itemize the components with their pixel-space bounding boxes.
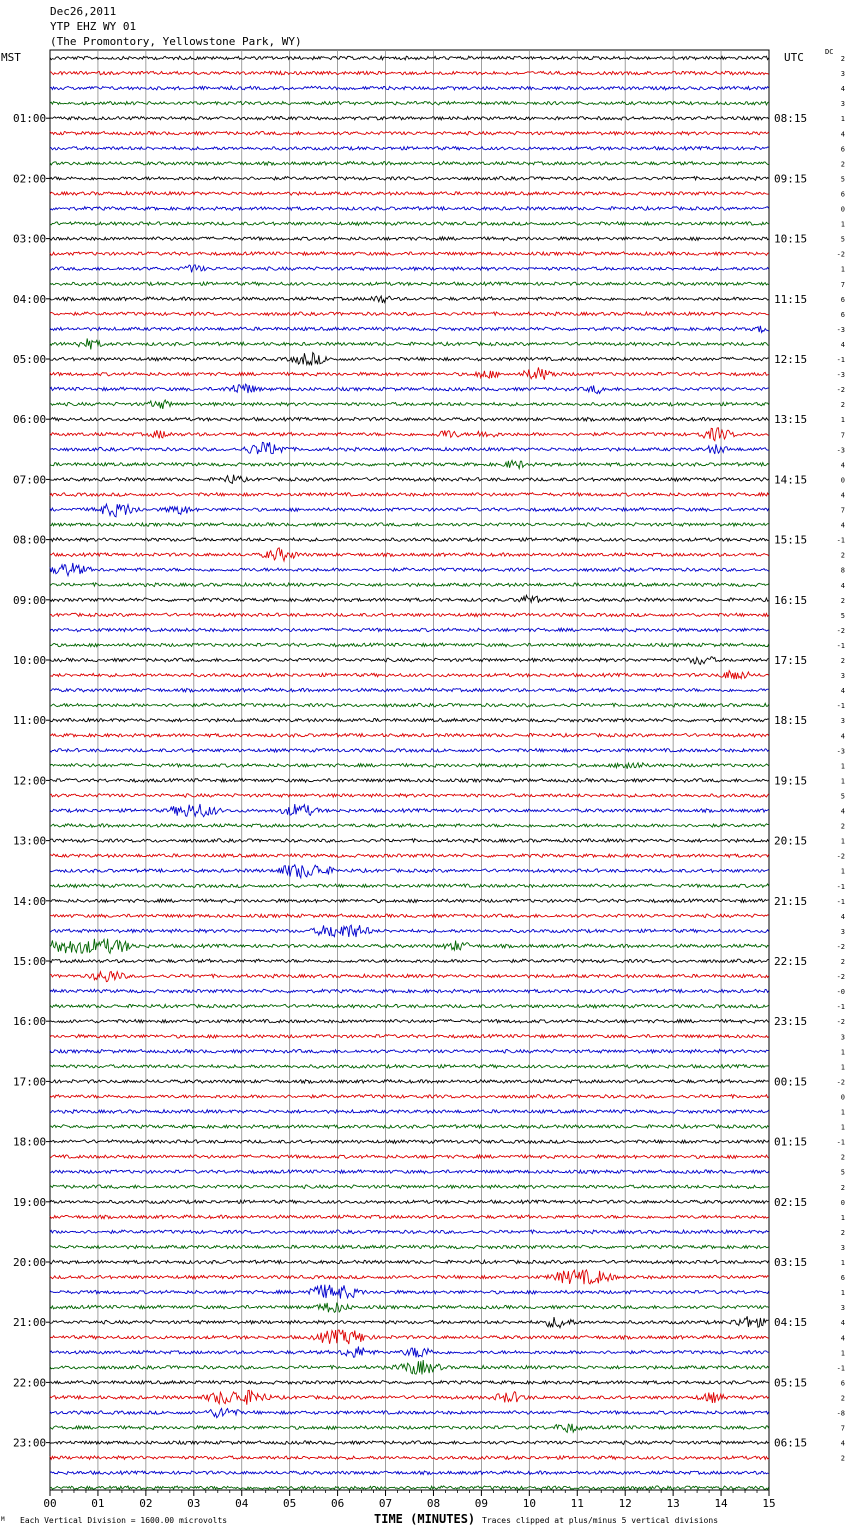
dc-offset-value: 4 <box>840 1439 845 1448</box>
seismic-trace <box>50 101 769 105</box>
seismic-trace <box>50 1215 769 1219</box>
x-tick-label: 05 <box>283 1497 297 1510</box>
hour-label-mst: 13:00 <box>13 834 47 848</box>
dc-offset-value: 1 <box>840 115 845 124</box>
hour-label-mst: 23:00 <box>13 1436 47 1450</box>
seismic-trace <box>50 326 769 333</box>
seismic-trace <box>50 1441 769 1445</box>
dc-offset-value: 1 <box>840 1349 845 1358</box>
x-tick-label: 00 <box>43 1497 57 1510</box>
dc-offset-value: -3 <box>836 747 845 756</box>
seismic-trace <box>50 147 769 151</box>
dc-offset-value: 1 <box>840 762 845 771</box>
seismic-trace <box>50 460 769 468</box>
seismic-trace <box>50 1270 769 1284</box>
dc-offset-value: 4 <box>840 85 845 94</box>
seismic-trace <box>50 265 769 273</box>
seismic-trace <box>50 1050 769 1054</box>
dc-offset-value: 8 <box>840 566 845 575</box>
dc-offset-value: -2 <box>836 250 845 259</box>
seismic-trace <box>50 899 769 903</box>
x-tick-label: 06 <box>330 1497 345 1510</box>
x-tick-label: 11 <box>570 1497 584 1510</box>
seismic-trace <box>50 475 769 484</box>
clip-note: Traces clipped at plus/minus 5 vertical divisions <box>482 1516 719 1525</box>
dc-offset-value: -1 <box>836 1003 845 1012</box>
dc-offset-value: -2 <box>836 626 845 635</box>
seismic-trace <box>50 884 769 888</box>
hour-label-mst: 07:00 <box>13 473 47 487</box>
dc-offset-value: 1 <box>840 1048 845 1057</box>
dc-offset-value: 6 <box>840 310 845 319</box>
hour-label-utc: 11:15 <box>774 292 808 306</box>
hour-label-utc: 03:15 <box>774 1256 808 1269</box>
seismic-trace <box>50 538 769 542</box>
seismic-trace <box>50 925 769 937</box>
seismic-trace <box>50 688 769 692</box>
dc-offset-value: 5 <box>840 235 845 244</box>
seismic-trace <box>50 854 769 858</box>
hour-label-mst: 16:00 <box>13 1015 47 1029</box>
hour-label-mst: 01:00 <box>13 112 47 126</box>
seismic-trace <box>50 1200 769 1204</box>
seismic-trace <box>50 177 769 181</box>
hour-label-utc: 16:15 <box>774 593 808 607</box>
dc-offset-value: -2 <box>836 1018 845 1027</box>
seismic-trace <box>50 671 769 680</box>
seismic-trace <box>50 548 769 561</box>
seismic-trace <box>50 192 769 196</box>
seismic-trace <box>50 1424 769 1433</box>
hour-label-utc: 20:15 <box>774 834 808 848</box>
seismic-trace <box>50 914 769 918</box>
station-location: (The Promontory, Yellowstone Park, WY) <box>50 35 302 48</box>
x-axis-title: TIME (MINUTES) <box>374 1512 476 1526</box>
seismic-trace <box>50 237 769 241</box>
dc-offset-value: 7 <box>840 431 845 440</box>
x-tick-label: 09 <box>474 1497 489 1510</box>
dc-offset-value: 4 <box>840 732 845 741</box>
seismic-trace <box>50 595 769 602</box>
dc-offset-value: 1 <box>840 416 845 425</box>
dc-offset-value: 2 <box>840 55 845 63</box>
dc-offset-value: 3 <box>840 1033 845 1042</box>
seismic-trace <box>50 131 769 135</box>
dc-offset-value: 1 <box>840 777 845 786</box>
x-tick-label: 02 <box>139 1497 153 1510</box>
dc-offset-value: 0 <box>840 1198 845 1207</box>
seismic-trace <box>50 959 769 963</box>
dc-offset-value: 2 <box>840 401 845 410</box>
dc-offset-value: 1 <box>840 837 845 846</box>
seismic-trace <box>50 1381 769 1385</box>
hour-label-utc: 21:15 <box>774 894 808 908</box>
seismic-trace <box>50 282 769 286</box>
seismic-trace <box>50 1095 769 1099</box>
seismic-trace <box>50 86 769 90</box>
seismic-trace <box>50 1185 769 1189</box>
hour-label-mst: 08:00 <box>13 533 47 547</box>
dc-offset-value: 4 <box>840 340 845 349</box>
dc-offset-value: 0 <box>840 476 845 485</box>
x-tick-label: 14 <box>714 1497 728 1510</box>
dc-offset-value: -1 <box>836 1364 845 1373</box>
seismic-trace <box>50 1170 769 1174</box>
seismic-trace <box>50 442 769 454</box>
hour-label-mst: 04:00 <box>13 292 47 306</box>
hour-label-utc: 09:15 <box>774 172 808 186</box>
seismic-trace <box>50 1004 769 1008</box>
dc-offset-value: 3 <box>840 672 845 681</box>
hour-label-mst: 09:00 <box>13 593 47 607</box>
dc-offset-value: 5 <box>840 792 845 801</box>
seismic-trace <box>50 1230 769 1234</box>
hour-label-mst: 17:00 <box>13 1075 47 1089</box>
x-tick-label: 10 <box>522 1497 536 1510</box>
seismic-trace <box>50 493 769 497</box>
hour-label-utc: 18:15 <box>774 714 808 728</box>
dc-offset-value: 7 <box>840 506 845 515</box>
seismic-trace <box>50 718 769 722</box>
seismic-trace <box>50 628 769 632</box>
dc-offset-value: 4 <box>840 687 845 696</box>
hour-label-mst: 21:00 <box>13 1316 47 1330</box>
dc-offset-value: -1 <box>836 882 845 891</box>
seismic-trace <box>50 367 769 379</box>
dc-offset-value: 4 <box>840 807 845 816</box>
dc-offset-value: 3 <box>840 1304 845 1313</box>
dc-offset-value: 3 <box>840 717 845 726</box>
dc-offset-value: 4 <box>840 581 845 590</box>
hour-label-utc: 12:15 <box>774 353 808 366</box>
seismic-trace <box>50 1260 769 1264</box>
dc-offset-value: 7 <box>840 280 845 289</box>
x-tick-label: 12 <box>618 1497 632 1510</box>
seismic-trace <box>50 207 769 211</box>
seismic-trace <box>50 1065 769 1069</box>
seismic-trace <box>50 56 769 60</box>
seismic-trace <box>50 643 769 647</box>
dc-offset-value: 2 <box>840 822 845 831</box>
dc-offset-value: -2 <box>836 973 845 982</box>
hour-label-mst: 20:00 <box>13 1256 47 1269</box>
dc-offset-value: 1 <box>840 1259 845 1267</box>
seismic-trace <box>50 222 769 226</box>
seismic-trace <box>50 162 769 166</box>
x-tick-label: 08 <box>426 1497 441 1510</box>
dc-offset-value: -1 <box>836 1138 845 1147</box>
dc-offset-value: -2 <box>836 1078 845 1087</box>
dc-offset-value: -1 <box>836 702 845 711</box>
seismic-trace <box>50 1330 769 1344</box>
dc-offset-value: 5 <box>840 611 845 620</box>
seismic-trace <box>50 1245 769 1249</box>
seismic-trace <box>50 939 769 954</box>
seismic-trace <box>50 1303 769 1313</box>
dc-offset-value: 2 <box>840 1153 845 1162</box>
hour-label-utc: 04:15 <box>774 1316 808 1330</box>
dc-offset-value: 3 <box>840 1243 845 1252</box>
seismic-trace <box>50 749 769 753</box>
dc-offset-value: 2 <box>840 551 845 560</box>
dc-offset-value: 1 <box>840 1063 845 1072</box>
x-tick-label: 07 <box>378 1497 393 1510</box>
dc-offset-value: -1 <box>836 641 845 650</box>
x-tick-label: 03 <box>187 1497 201 1510</box>
hour-label-utc: 19:15 <box>774 774 808 788</box>
dc-offset-value: 1 <box>840 1123 845 1132</box>
seismic-trace <box>50 563 769 576</box>
hour-label-utc: 06:15 <box>774 1436 808 1450</box>
x-tick-label: 15 <box>762 1497 776 1510</box>
hour-label-mst: 06:00 <box>13 413 47 427</box>
hour-label-utc: 02:15 <box>774 1195 808 1209</box>
seismic-trace <box>50 400 769 409</box>
hour-label-mst: 19:00 <box>13 1195 47 1209</box>
dc-offset-value: 5 <box>840 175 845 184</box>
seismic-trace <box>50 703 769 707</box>
seismic-trace <box>50 117 769 121</box>
seismic-trace <box>50 1019 769 1023</box>
hour-label-utc: 23:15 <box>774 1015 808 1029</box>
hour-label-mst: 22:00 <box>13 1376 47 1390</box>
dc-offset-value: 6 <box>840 190 845 199</box>
seismic-trace <box>50 523 769 527</box>
dc-offset-value: 4 <box>840 491 845 500</box>
dc-offset-value: -3 <box>836 325 845 334</box>
seismic-trace <box>50 504 769 517</box>
scale-note: Each Vertical Division = 1600.00 microvolts <box>20 1516 228 1525</box>
dc-offset-value: -2 <box>836 942 845 951</box>
seismic-trace <box>50 1140 769 1144</box>
dc-offset-value: -0 <box>836 988 845 997</box>
dc-offset-value: 6 <box>840 295 845 304</box>
dc-offset-value: -1 <box>836 536 845 545</box>
seismic-trace <box>50 839 769 843</box>
dc-offset-value: 4 <box>840 130 845 139</box>
dc-offset-value: 1 <box>840 867 845 876</box>
seismic-trace <box>50 657 769 665</box>
hour-label-utc: 01:15 <box>774 1135 808 1149</box>
dc-offset-value: 6 <box>840 1379 845 1388</box>
seismic-trace <box>50 1486 769 1490</box>
seismic-trace <box>50 384 769 394</box>
hour-label-mst: 05:00 <box>13 353 47 366</box>
seismic-trace <box>50 1409 769 1418</box>
seismic-trace <box>50 794 769 798</box>
dc-offset-value: 4 <box>840 912 845 921</box>
dc-offset-value: -1 <box>836 356 845 364</box>
dc-offset-value: -3 <box>836 371 845 380</box>
hour-label-utc: 14:15 <box>774 473 808 487</box>
seismic-trace <box>50 734 769 738</box>
seismic-trace <box>50 1390 769 1404</box>
hour-label-utc: 17:15 <box>774 654 808 667</box>
seismic-trace <box>50 865 769 878</box>
hour-label-mst: 10:00 <box>13 654 47 667</box>
seismic-trace <box>50 613 769 617</box>
dc-offset-value: 2 <box>840 958 845 966</box>
seismic-trace <box>50 824 769 828</box>
dc-offset-value: 2 <box>840 160 845 169</box>
dc-offset-value: -8 <box>836 1409 845 1418</box>
seismic-trace <box>50 1285 769 1299</box>
hour-label-mst: 11:00 <box>13 714 47 728</box>
hour-label-mst: 14:00 <box>13 894 47 908</box>
dc-offset-value: 7 <box>840 1424 845 1433</box>
dc-offset-value: 1 <box>840 265 845 274</box>
hour-label-utc: 00:15 <box>774 1075 808 1089</box>
dc-offset-value: 2 <box>840 1454 845 1463</box>
dc-offset-value: 2 <box>840 1394 845 1403</box>
seismic-trace <box>50 972 769 982</box>
seismic-trace <box>50 1456 769 1460</box>
plot-date: Dec26,2011 <box>50 5 117 18</box>
dc-offset-value: 3 <box>840 70 845 79</box>
seismic-trace <box>50 1110 769 1114</box>
hour-label-mst: 15:00 <box>13 955 47 968</box>
hour-label-mst: 18:00 <box>13 1135 47 1149</box>
hour-label-utc: 13:15 <box>774 413 808 427</box>
dc-offset-value: -2 <box>836 386 845 395</box>
seismic-trace <box>50 1471 769 1475</box>
dc-offset-value: 0 <box>840 1093 845 1102</box>
dc-offset-value: 1 <box>840 220 845 229</box>
hour-label-mst: 02:00 <box>13 172 47 186</box>
dc-offset-value: -2 <box>836 852 845 861</box>
seismic-trace <box>50 1080 769 1084</box>
hour-label-utc: 10:15 <box>774 232 808 246</box>
dc-offset-value: 4 <box>840 461 845 470</box>
hour-label-utc: 15:15 <box>774 533 808 547</box>
seismic-trace <box>50 252 769 256</box>
dc-offset-value: 6 <box>840 1274 845 1283</box>
dc-offset-value: 3 <box>840 927 845 936</box>
seismic-trace <box>50 1360 769 1374</box>
seismic-trace <box>50 296 769 303</box>
dc-offset-value: 2 <box>840 657 845 665</box>
seismic-trace <box>50 339 769 350</box>
dc-offset-value: 6 <box>840 145 845 154</box>
dc-offset-value: 1 <box>840 1213 845 1222</box>
dc-offset-value: 2 <box>840 596 845 605</box>
seismic-trace <box>50 804 769 817</box>
hour-label-utc: 08:15 <box>774 112 808 126</box>
hour-label-mst: 12:00 <box>13 774 47 788</box>
seismic-trace <box>50 428 769 441</box>
seismic-trace <box>50 1155 769 1159</box>
x-tick-label: 13 <box>666 1497 680 1510</box>
seismic-trace <box>50 779 769 783</box>
dc-offset-value: -1 <box>836 897 845 906</box>
seismic-trace <box>50 1034 769 1038</box>
dc-offset-value: 4 <box>840 521 845 530</box>
dc-offset-value: 5 <box>840 1168 845 1177</box>
dc-offset-value: 1 <box>840 1289 845 1298</box>
x-tick-label: 01 <box>91 1497 105 1510</box>
hour-label-utc: 22:15 <box>774 955 808 968</box>
corner-mark: M <box>1 1516 5 1523</box>
dc-offset-value: 1 <box>840 1108 845 1117</box>
dc-offset-value: -3 <box>836 446 845 455</box>
dc-offset-value: 4 <box>840 1334 845 1343</box>
right-timezone-label: UTC <box>784 51 804 64</box>
dc-offset-value: 3 <box>840 100 845 109</box>
station-code: YTP EHZ WY 01 <box>50 20 137 33</box>
seismic-trace <box>50 353 769 366</box>
seismic-trace <box>50 71 769 75</box>
seismic-trace <box>50 312 769 316</box>
seismic-trace <box>50 1347 769 1358</box>
x-tick-label: 04 <box>235 1497 249 1510</box>
seismic-trace <box>50 989 769 993</box>
left-timezone-label: MST <box>1 51 21 64</box>
hour-label-utc: 05:15 <box>774 1376 808 1390</box>
seismic-trace <box>50 763 769 769</box>
dc-offset-value: 0 <box>840 205 845 214</box>
dc-offset-header: DC <box>825 48 834 56</box>
seismic-trace <box>50 583 769 587</box>
dc-offset-value: 4 <box>840 1319 845 1328</box>
plot-frame <box>50 50 769 1490</box>
seismic-trace <box>50 1316 769 1328</box>
seismic-trace <box>50 417 769 421</box>
dc-offset-value: 2 <box>840 1228 845 1237</box>
dc-offset-value: 2 <box>840 1183 845 1192</box>
hour-label-mst: 03:00 <box>13 232 47 246</box>
seismic-trace <box>50 1125 769 1129</box>
